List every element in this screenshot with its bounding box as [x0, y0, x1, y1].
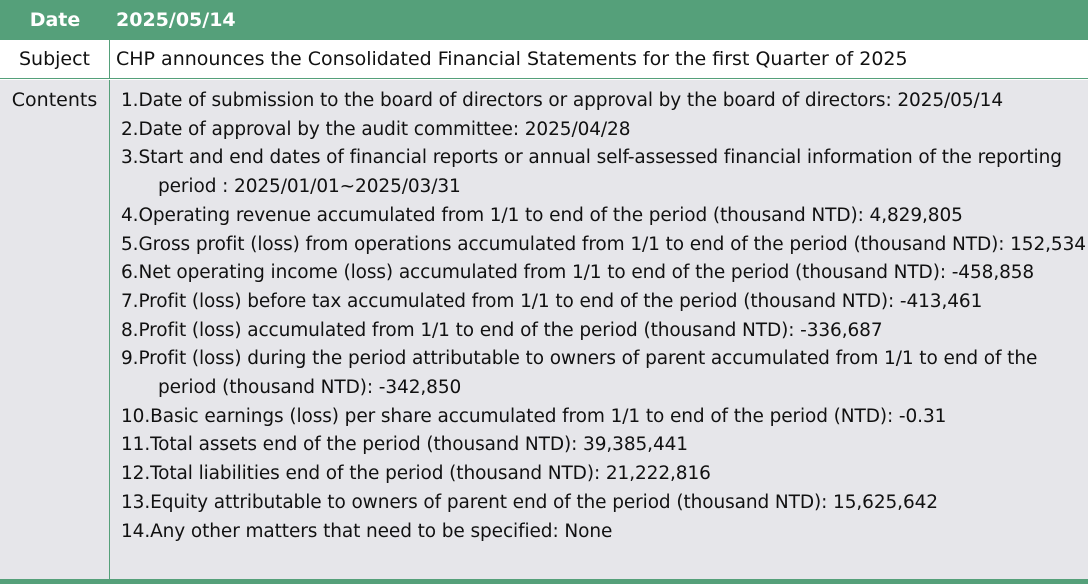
contents-list — [116, 80, 1088, 546]
list-item: 1.Date of submission to the board of directors or approval by the board of directors: 2025/05/14 — [121, 90, 1003, 111]
list-item: 7.Profit (loss) before tax accumulated from 1/1 to end of the period (thousand NTD): -413,461 — [121, 290, 983, 312]
list-item: 9.Profit (loss) during the period attributable to owners of parent accumulated from 1/1 to end of the period (thousand NTD): -342,850 — [121, 348, 1038, 399]
subject-row — [0, 40, 1088, 79]
list-item: 4.Operating revenue accumulated from 1/1 to end of the period (thousand NTD): 4,829,805 — [121, 204, 963, 226]
subject-value: CHP announces the Consolidated Financial Statements for the first Quarter of 2025 — [116, 48, 908, 70]
date-label: Date — [29, 9, 81, 31]
list-item: 6.Net operating income (loss) accumulated from 1/1 to end of the period (thousand NTD): -458,858 — [121, 262, 1035, 284]
list-item: 12.Total liabilities end of the period (thousand NTD): 21,222,816 — [121, 463, 711, 485]
list-item: 8.Profit (loss) accumulated from 1/1 to end of the period (thousand NTD): -336,687 — [121, 319, 883, 341]
list-item: 3.Start and end dates of financial reports or annual self-assessed financial information of the reporting period : 2025/01/01~2025/03/31 — [121, 147, 1062, 198]
list-item: 13.Equity attributable to owners of parent end of the period (thousand NTD): 15,625,642 — [121, 491, 938, 513]
list-item: 11.Total assets end of the period (thousand NTD): 39,385,441 — [121, 434, 688, 456]
contents-body — [110, 80, 1088, 579]
list-item: 5.Gross profit (loss) from operations accumulated from 1/1 to end of the period (thousand NTD): 152,534 — [121, 233, 1086, 255]
contents-row — [0, 80, 1088, 579]
date-row — [0, 0, 1088, 40]
list-item: 14.Any other matters that need to be specified: None — [121, 520, 613, 542]
list-item: 2.Date of approval by the audit committee: 2025/04/28 — [121, 118, 631, 140]
subject-label: Subject — [0, 40, 110, 78]
contents-label: Contents — [0, 80, 110, 579]
list-item: 10.Basic earnings (loss) per share accumulated from 1/1 to end of the period (NTD): -0.31 — [121, 405, 947, 427]
date-value: 2025/05/14 — [116, 9, 236, 31]
